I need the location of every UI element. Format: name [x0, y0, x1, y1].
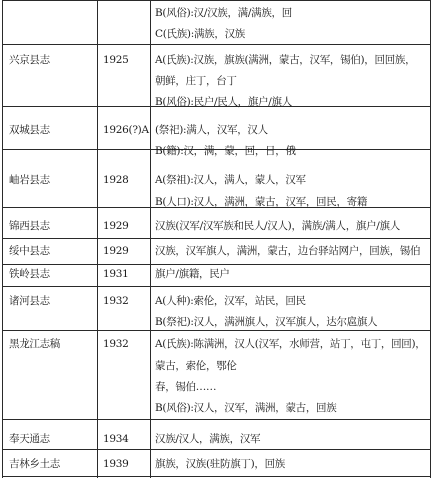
gazetteer-name: 岫岩县志 — [9, 174, 50, 186]
category-line: B(籍):汉，满，蒙，回，日，俄 — [155, 145, 296, 157]
publication-year: 1939 — [103, 458, 129, 470]
table-column-rule — [2, 0, 3, 478]
category-line: 朝鲜，庄丁，台丁 — [155, 75, 237, 87]
category-line: B(风俗):汉人，汉军，满洲，蒙古，回族 — [155, 402, 337, 414]
gazetteer-name: 绥中县志 — [9, 245, 50, 257]
category-line: C(氏族):满族，汉族 — [155, 28, 245, 40]
category-line: 汉族/汉人，满族，汉军 — [155, 433, 261, 445]
publication-year: 1932 — [103, 338, 129, 350]
table-row-rule — [2, 419, 431, 420]
table-column-rule — [97, 0, 98, 478]
publication-year: 1934 — [103, 433, 129, 445]
category-line: 旗户/旗籍，民户 — [155, 268, 230, 280]
publication-year: 1928 — [103, 174, 129, 186]
category-line: 春，锡伯…… — [155, 381, 217, 393]
category-line: 汉族，汉军旗人，满洲，蒙古，边台驿站网户，回族，锡伯 — [155, 245, 421, 257]
table-row-rule — [2, 0, 431, 1]
gazetteer-name: 双城县志 — [9, 124, 50, 136]
category-line: B(人口):汉人，满洲，蒙古，汉军，回民，寄籍 — [155, 196, 368, 208]
table-row-rule — [2, 286, 431, 287]
table-row-rule — [2, 476, 431, 477]
category-line: 旗族，汉族(驻防旗丁)，回族 — [155, 458, 285, 470]
category-line: A(氏族):陈满洲，汉人(汉军，水师营，站丁，屯丁，回回)， — [155, 338, 426, 350]
category-line: B(祭祀):汉人，满洲旗人，汉军旗人，达尔扈旗人 — [155, 316, 378, 328]
table-column-rule — [430, 0, 431, 478]
table-row-rule — [2, 238, 431, 239]
table-row-rule — [2, 44, 431, 45]
category-line: 汉族(汉军/汉军族和民人/汉人)，满族/满人，旗户/旗人 — [155, 220, 400, 232]
publication-year: 1929 — [103, 245, 129, 257]
publication-year: 1931 — [103, 268, 129, 280]
category-line: A(氏族):汉族，旗族(满洲，蒙古，汉军，锡伯)，回回族， — [155, 54, 416, 66]
category-line: A(人种):索伦，汉军，站民，回民 — [155, 295, 306, 307]
category-line: B(风俗):民户/民人，旗户/旗人 — [155, 96, 292, 108]
table-row-rule — [2, 264, 431, 265]
table-row-rule — [2, 330, 431, 331]
gazetteer-name: 锦西县志 — [9, 220, 50, 232]
publication-year: 1926(?)A — [103, 124, 149, 136]
category-line: A(祭祖):汉人，满人，蒙人，汉军 — [155, 174, 306, 186]
category-line: (祭祀):满人，汉军，汉人 — [155, 124, 268, 136]
category-line: 蒙古，索伦，鄂伦 — [155, 360, 237, 372]
publication-year: 1932 — [103, 295, 129, 307]
gazetteer-name: 铁岭县志 — [9, 268, 50, 280]
gazetteer-name: 兴京县志 — [9, 54, 50, 66]
publication-year: 1925 — [103, 54, 129, 66]
gazetteer-name: 奉天通志 — [9, 433, 50, 445]
table-row-rule — [2, 449, 431, 450]
gazetteer-name: 吉林乡土志 — [9, 458, 60, 470]
category-line: B(风俗):汉/汉族，满/满族，回 — [155, 7, 292, 19]
gazetteer-name: 诸河县志 — [9, 295, 50, 307]
table-column-rule — [150, 0, 151, 478]
publication-year: 1929 — [103, 220, 129, 232]
gazetteer-name: 黑龙江志稿 — [9, 338, 60, 350]
